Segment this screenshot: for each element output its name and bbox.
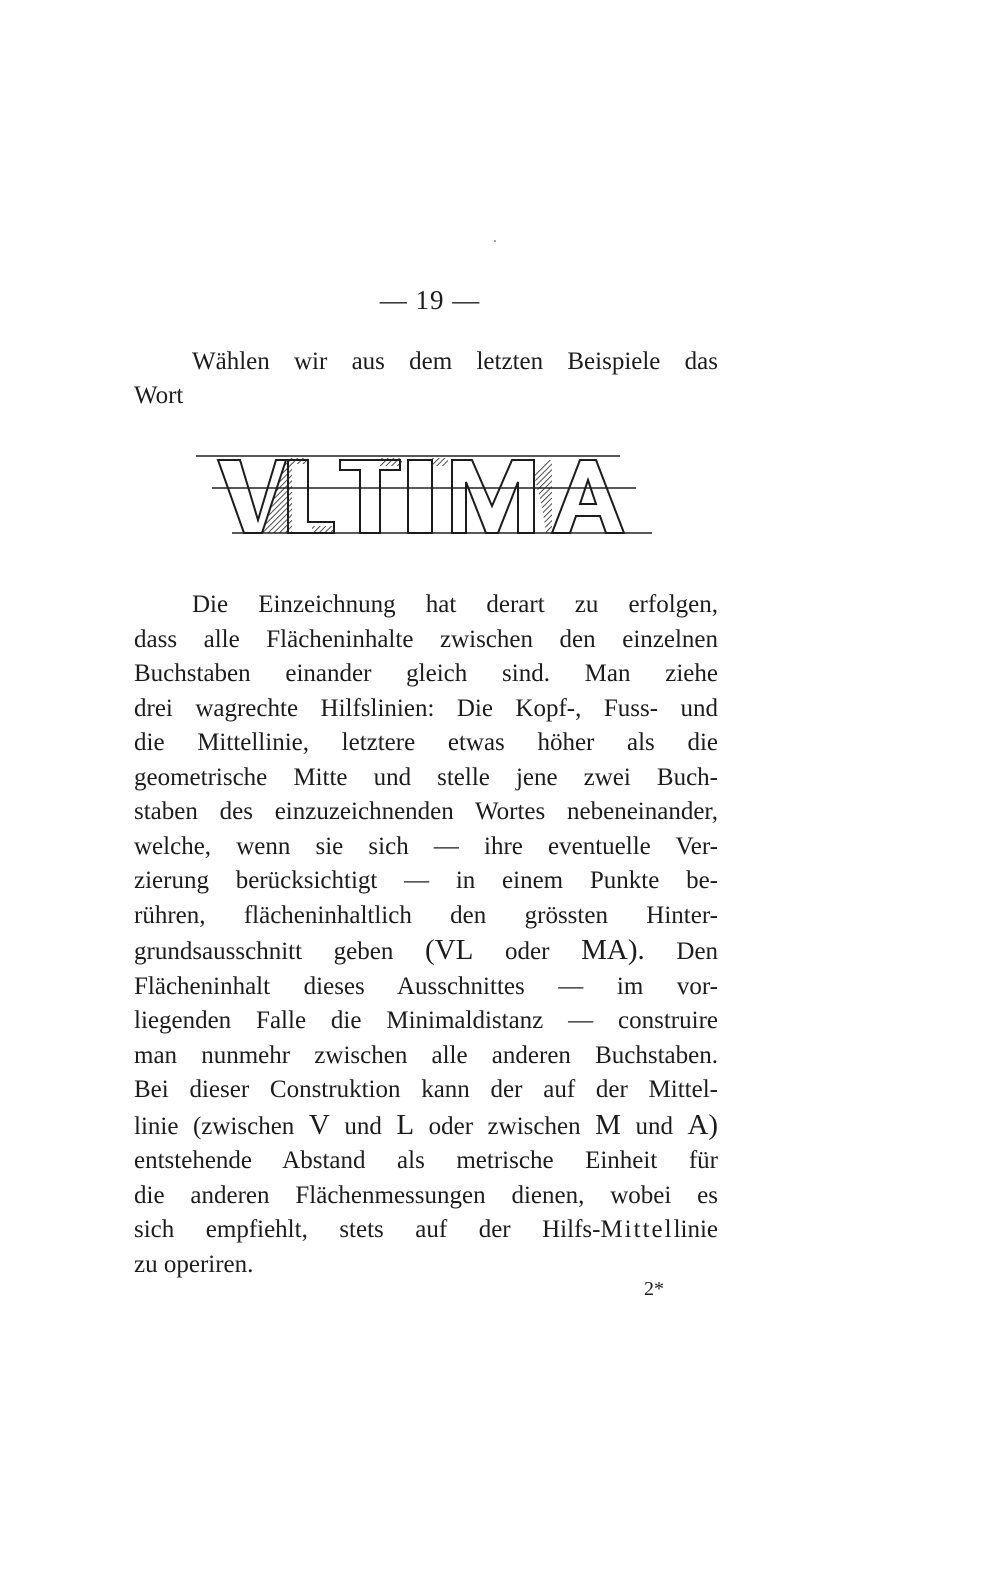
text-line: Die Einzeichnung hat derart zu erfolgen, xyxy=(192,591,718,618)
print-speck xyxy=(494,240,496,242)
signature-mark: 2* xyxy=(644,1278,664,1300)
letter-pair-ma: MA). xyxy=(581,934,645,966)
letter-l xyxy=(288,460,334,533)
letter-pair-vl: (VL xyxy=(425,934,474,966)
text-fragment: Den xyxy=(676,938,719,965)
text-line: die anderen Flächenmessungen dienen, wobei es xyxy=(134,1181,718,1209)
text-line: Flächeninhalt dieses Ausschnittes — im vor- xyxy=(134,972,718,1000)
text-fragment: linie (zwischen xyxy=(134,1112,295,1140)
letter-t xyxy=(340,460,400,533)
page-number: — 19 — xyxy=(379,285,481,315)
text-line: drei wagrechte Hilfslinien: Die Kopf-, Fuss- und xyxy=(134,694,718,722)
text-fragment: sich empfiehlt, stets auf der Hilfs- xyxy=(134,1216,601,1243)
text-line: zierung berücksichtigt — in einem Punkte be- xyxy=(134,867,718,894)
text-line xyxy=(134,933,718,970)
vltima-lettering-figure xyxy=(196,446,652,546)
text-fragment: linie xyxy=(673,1216,718,1243)
letter-l-inline: L xyxy=(396,1108,415,1141)
letter-i xyxy=(408,460,432,533)
text-line: die Mittellinie, letztere etwas höher als die xyxy=(134,729,718,756)
text-line: liegenden Falle die Minimaldistanz — construire xyxy=(134,1007,718,1034)
letter-v-inline: V xyxy=(308,1108,330,1141)
text-line xyxy=(134,1108,718,1145)
text-line: geometrische Mitte und stelle jene zwei Buch- xyxy=(134,763,718,791)
letter-a-inline: A) xyxy=(687,1108,719,1141)
text-line xyxy=(134,1213,718,1248)
text-fragment: und xyxy=(635,1112,673,1140)
letter-m xyxy=(452,460,534,533)
letter-m-inline: M xyxy=(595,1108,621,1141)
text-line: rühren, flächeninhaltlich den grössten Hinter- xyxy=(134,901,718,929)
text-fragment: oder zwischen xyxy=(428,1112,581,1140)
text-line: staben des einzuzeichnenden Wortes nebeneinander, xyxy=(134,798,718,825)
letter-a xyxy=(552,460,624,533)
text-line: zu operiren. xyxy=(134,1250,254,1278)
emphasized-word: Mittel xyxy=(600,1216,674,1243)
text-line: man nunmehr zwischen alle anderen Buchstaben. xyxy=(134,1041,718,1069)
intro-line: Wort xyxy=(134,382,184,409)
text-line: entstehende Abstand als metrische Einheit für xyxy=(134,1147,718,1174)
text-line: Bei dieser Construktion kann der auf der Mittel- xyxy=(134,1076,718,1103)
text-fragment: oder xyxy=(505,938,550,965)
main-paragraph xyxy=(134,588,718,1282)
text-fragment: und xyxy=(344,1112,382,1140)
text-line: welche, wenn sie sich — ihre eventuelle Ver- xyxy=(134,832,718,860)
intro-line: Wählen wir aus dem letzten Beispiele das xyxy=(192,348,718,375)
text-line: Buchstaben einander gleich sind. Man ziehe xyxy=(134,660,718,687)
text-line: dass alle Flächeninhalte zwischen den einzelnen xyxy=(134,625,718,653)
intro-paragraph xyxy=(134,345,718,413)
text-fragment: grundsausschnitt geben xyxy=(134,938,394,965)
